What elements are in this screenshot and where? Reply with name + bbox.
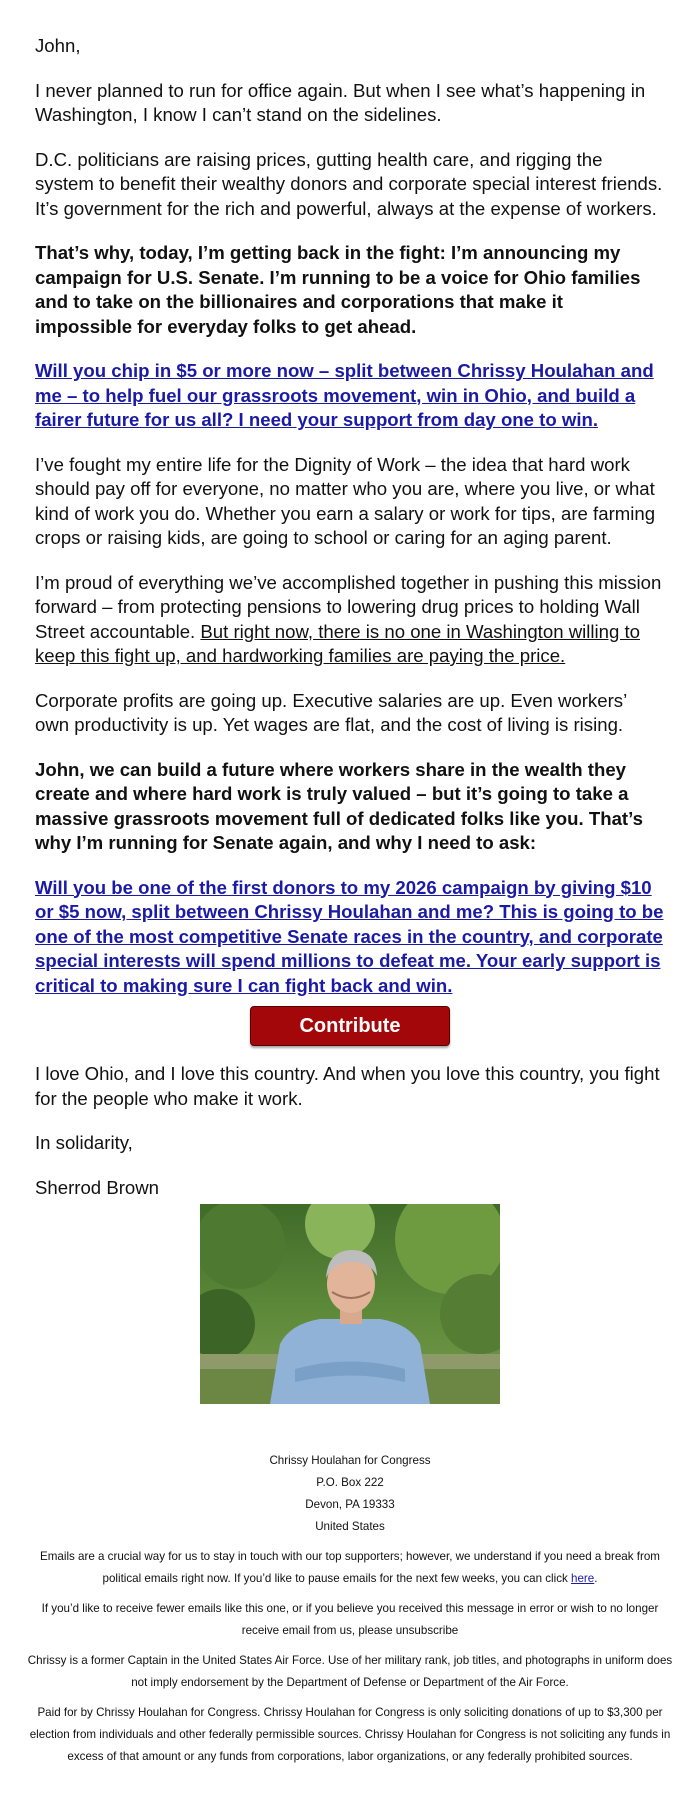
donate-link-1[interactable]: Will you chip in $5 or more now – split between Chrissy Houlahan and me – to help fuel our grassroots movement, win in Ohio, and build a fairer future for us all? I need your support from day one to win. [35, 360, 654, 430]
military-disclaimer: Chrissy is a former Captain in the United States Air Force. Use of her military rank, job titles, and photographs in uniform does not imply endorsement by the Department of Defense or Department of the Air Force. [27, 1654, 673, 1689]
paragraph-accomplishments [35, 571, 665, 669]
pause-emails-text: Emails are a crucial way for us to stay in touch with our top supporters; however, we understand if you need a break from political emails right now. If you’d like to pause emails for the next few weeks, you can click [40, 1550, 660, 1585]
donate-link-paragraph-1 [35, 359, 665, 433]
pause-emails-link[interactable]: here [571, 1572, 595, 1585]
photo-row [0, 1204, 700, 1404]
paragraph-dignity-of-work: I’ve fought my entire life for the Dignity of Work – the idea that hard work should pay off for everyone, no matter who you are, where you live, or what kind of work you do. Whether you earn a salary or work for tips, are farming crops or raising kids, are going to school or caring for an aging parent. [35, 453, 656, 548]
contribute-row [35, 1006, 665, 1046]
paragraph-love-ohio: I love Ohio, and I love this country. And when you love this country, you fight for the people who make it work. [35, 1063, 660, 1109]
paragraph-intro: I never planned to run for office again. But when I see what’s happening in Washington, I know I can’t stand on the sidelines. [35, 79, 646, 125]
pause-emails-end: . [594, 1572, 598, 1585]
signoff: In solidarity, [35, 1132, 133, 1153]
unsubscribe-notice: If you’d like to receive fewer emails like this one, or if you believe you received this message in error or wish to no longer receive email from us, please unsubscribe [41, 1602, 659, 1637]
donate-link-paragraph-2 [35, 876, 665, 999]
address-org: Chrissy Houlahan for Congress [269, 1454, 431, 1467]
contribute-button[interactable]: Contribute [250, 1006, 450, 1046]
pause-emails-notice [26, 1546, 674, 1590]
candidate-photo [200, 1204, 500, 1404]
footer [0, 1404, 700, 1768]
paragraph-corporate-profits: Corporate profits are going up. Executive salaries are up. Even workers’ own productivity is up. Yet wages are flat, and the cost of living is rising. [35, 689, 627, 735]
paid-for-disclaimer: Paid for by Chrissy Houlahan for Congress. Chrissy Houlahan for Congress is only soliciting donations of up to $3,300 per election from individuals and other federally permissible sources. Chrissy Houlahan for Congress is not soliciting any funds in excess of that amount or any funds from corporations, labor organizations, or any federally prohibited sources. [29, 1706, 671, 1763]
address-city: Devon, PA 19333 [305, 1498, 395, 1511]
greeting: John, [35, 35, 81, 56]
paragraph-build-future: John, we can build a future where workers share in the wealth they create and where hard work is truly valued – but it’s going to take a massive grassroots movement full of dedicated folks like you. That’s why I’m running for Senate again, and why I need to ask: [35, 758, 643, 853]
accomplishments-underlined: But right now, there is no one in Washington willing to keep this fight up, and hardworking families are paying the price. [35, 620, 641, 666]
mailing-address [26, 1450, 674, 1538]
paragraph-announcement: That’s why, today, I’m getting back in the fight: I’m announcing my campaign for U.S. Senate. I’m running to be a voice for Ohio families and to take on the billionaires and corporations that make it impossible for everyday folks to get ahead. [35, 242, 641, 337]
address-box: P.O. Box 222 [316, 1476, 384, 1489]
donate-link-2[interactable]: Will you be one of the first donors to my 2026 campaign by giving $10 or $5 now, split between Chrissy Houlahan and me? This is going to be one of the most competitive Senate races in the country, and corporate special interests will spend millions to defeat me. Your early support is critical to making sure I can fight back and win. [35, 876, 664, 996]
address-country: United States [315, 1520, 385, 1533]
accomplishments-text: I’m proud of everything we’ve accomplished together in pushing this mission forward – from protecting pensions to lowering drug prices to holding Wall Street accountable. [35, 571, 662, 642]
signature: Sherrod Brown [35, 1176, 160, 1198]
paragraph-dc-politicians: D.C. politicians are raising prices, gutting health care, and rigging the system to benefit their wealthy donors and corporate special interest friends. It’s government for the rich and powerful, always at the expense of workers. [35, 148, 663, 219]
